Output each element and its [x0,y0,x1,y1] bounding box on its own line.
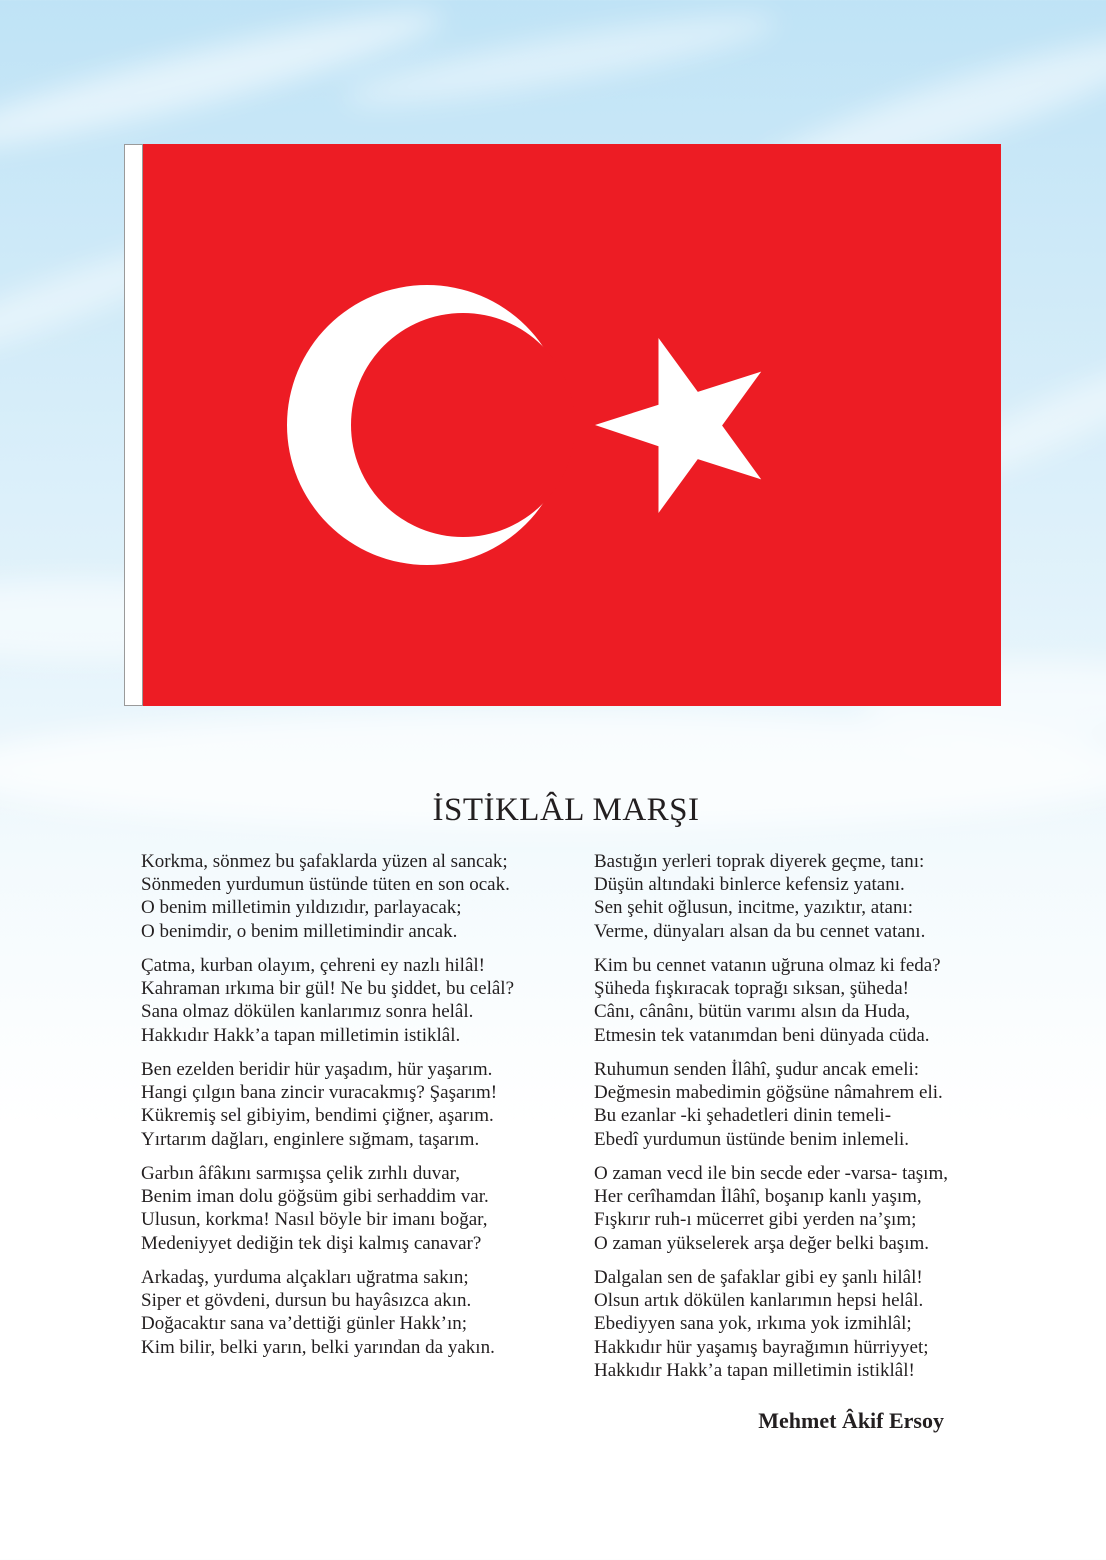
stanza [141,1058,571,1151]
verse-line: Bastığın yerleri toprak diyerek geçme, tanı: [594,851,925,872]
stanza [594,1058,1014,1151]
verse-line: Fışkırır ruh-ı mücerret gibi yerden na’şım; [594,1209,917,1231]
verse-line: Çatma, kurban olayım, çehreni ey nazlı hilâl! [141,955,485,976]
stanza [141,1266,571,1359]
flag-field [143,144,1001,706]
verse-line: Kim bilir, belki yarın, belki yarından da yakın. [141,1336,495,1358]
verse-line: Yırtarım dağları, enginlere sığmam, taşarım. [141,1128,480,1150]
stanza [141,1162,571,1255]
stanza [594,850,1014,943]
stanza [594,1266,1014,1382]
verse-line: Arkadaş, yurduma alçakları uğratma sakın; [141,1267,469,1288]
left-column [141,850,571,1370]
verse-line: Hakkıdır hür yaşamış bayrağımın hürriyyet; [594,1336,929,1358]
verse-line: Ulusun, korkma! Nasıl böyle bir imanı boğar, [141,1209,488,1231]
verse-line: Medeniyyet dediğin tek dişi kalmış canavar? [141,1232,482,1254]
turkish-flag [124,144,1001,706]
verse-line: Garbın âfâkını sarmışsa çelik zırhlı duvar, [141,1163,460,1184]
verse-line: Korkma, sönmez bu şafaklarda yüzen al sancak; [141,851,508,872]
verse-line: Kükremiş sel gibiyim, bendimi çiğner, aşarım. [141,1105,494,1127]
right-column [594,850,1014,1393]
verse-line: O benim milletimin yıldızıdır, parlayacak; [141,897,462,919]
verse-line: Sönmeden yurdumun üstünde tüten en son ocak. [141,874,510,896]
verse-line: Bu ezanlar -ki şehadetleri dinin temeli- [594,1105,892,1127]
stanza [594,1162,1014,1255]
verse-line: O zaman vecd ile bin secde eder -varsa- taşım, [594,1163,948,1184]
verse-line: Etmesin tek vatanımdan beni dünyada cüda. [594,1024,930,1046]
verse-line: Hakkıdır Hakk’a tapan milletimin istiklâl. [141,1024,461,1046]
verse-line: Dalgalan sen de şafaklar gibi ey şanlı hilâl! [594,1267,923,1288]
anthem-title: İSTİKLÂL MARŞI [432,792,700,828]
verse-line: Cânı, cânânı, bütün varımı alsın da Huda, [594,1001,911,1023]
verse-line: Şüheda fışkıracak toprağı sıksan, şüheda! [594,978,909,1000]
verse-line: Düşün altındaki binlerce kefensiz yatanı. [594,874,905,896]
verse-line: Benim iman dolu göğsüm gibi serhaddim var. [141,1186,489,1208]
verse-line: Ebediyyen sana yok, ırkıma yok izmihlâl; [594,1313,912,1335]
verse-line: Doğacaktır sana va’dettiği günler Hakk’ın; [141,1313,468,1335]
verse-line: Kahraman ırkıma bir gül! Ne bu şiddet, bu celâl? [141,978,515,1000]
verse-line: Hangi çılgın bana zincir vuracakmış? Şaşarım! [141,1082,498,1104]
stanza [594,954,1014,1047]
verse-line: Verme, dünyaları alsan da bu cennet vatanı. [594,920,926,942]
verse-line: Ebedî yurdumun üstünde benim inlemeli. [594,1128,910,1150]
verse-line: Hakkıdır Hakk’a tapan milletimin istiklâl! [594,1359,915,1381]
stanza [141,954,571,1047]
verse-line: Sen şehit oğlusun, incitme, yazıktır, atanı: [594,897,914,919]
verse-line: Siper et gövdeni, dursun bu hayâsızca akın. [141,1290,472,1312]
verse-line: Her cerîhamdan İlâhî, boşanıp kanlı yaşım, [594,1186,922,1208]
verse-line: Ruhumun senden İlâhî, şudur ancak emeli: [594,1059,920,1080]
verse-line: O benimdir, o benim milletimindir ancak. [141,920,458,942]
verse-line: Olsun artık dökülen kanlarımın hepsi helâl. [594,1290,924,1312]
flag-hoist-band [124,144,143,706]
verse-line: Değmesin mabedimin göğsüne nâmahrem eli. [594,1082,943,1104]
verse-line: O zaman yükselerek arşa değer belki başım. [594,1232,930,1254]
verse-line: Sana olmaz dökülen kanlarımız sonra helâl. [141,1001,474,1023]
verse-line: Ben ezelden beridir hür yaşadım, hür yaşarım. [141,1059,493,1080]
author-signature: Mehmet Âkif Ersoy [758,1408,944,1433]
stanza [141,850,571,943]
verse-line: Kim bu cennet vatanın uğruna olmaz ki feda? [594,955,941,976]
